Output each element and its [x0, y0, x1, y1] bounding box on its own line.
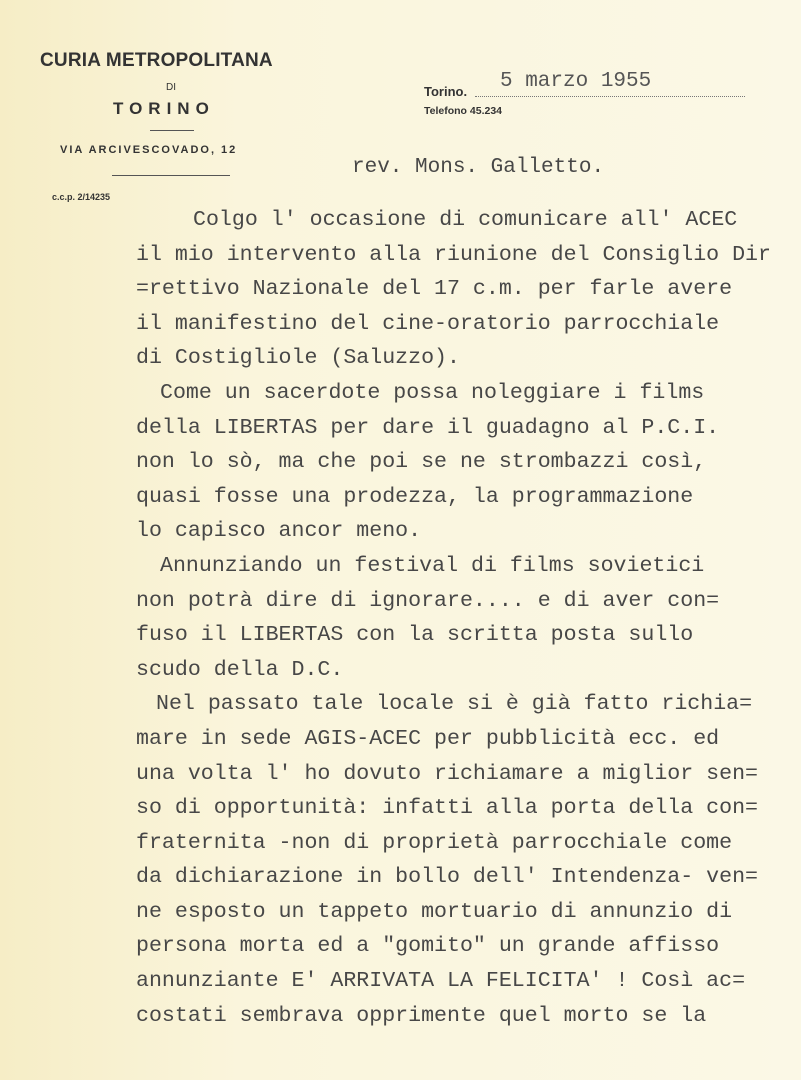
date-line — [475, 96, 745, 97]
body-line: mare in sede AGIS-ACEC per pubblicità ecc. ed — [136, 726, 720, 751]
body-line: non potrà dire di ignorare.... e di aver con= — [136, 588, 720, 613]
body-line: della LIBERTAS per dare il guadagno al P.C.I. — [136, 415, 720, 440]
letterhead-divider — [150, 130, 194, 131]
place-label: Torino. — [424, 84, 468, 99]
body-line: una volta l' ho dovuto richiamare a miglior sen= — [136, 761, 759, 786]
body-line: da dichiarazione in bollo dell' Intendenza- ven= — [136, 865, 759, 890]
addressee: rev. Mons. Galletto. — [352, 156, 605, 179]
body-line: fraternita -non di proprietà parrocchiale come — [136, 830, 733, 855]
body-line: Annunziando un festival di films sovietici — [160, 553, 705, 578]
body-line: scudo della D.C. — [136, 657, 344, 682]
letter-body — [136, 203, 771, 1033]
body-line: di Costigliole (Saluzzo). — [136, 346, 460, 371]
body-line: =rettivo Nazionale del 17 c.m. per farle avere — [136, 277, 733, 302]
body-line: il mio intervento alla riunione del Consiglio Dir — [136, 242, 771, 267]
letterhead-address: VIA ARCIVESCOVADO, 12 — [60, 144, 238, 156]
body-line: non lo sò, ma che poi se ne strombazzi così, — [136, 450, 707, 475]
letterhead-divider — [112, 175, 230, 176]
letter-date: 5 marzo 1955 — [500, 70, 652, 93]
body-line: fuso il LIBERTAS con la scritta posta sullo — [136, 623, 694, 648]
body-line: lo capisco ancor meno. — [136, 519, 422, 544]
body-line: persona morta ed a "gomito" un grande affisso — [136, 934, 720, 959]
body-line: Nel passato tale locale si è già fatto richia= — [156, 692, 753, 717]
body-line: Colgo l' occasione di comunicare all' ACEC — [193, 208, 738, 232]
body-line: quasi fosse una prodezza, la programmazione — [136, 484, 694, 509]
body-line: costati sembrava opprimente quel morto se la — [136, 1003, 707, 1028]
body-line: ne esposto un tappeto mortuario di annunzio di — [136, 899, 733, 924]
body-line: il manifestino del cine-oratorio parrocchiale — [136, 311, 720, 336]
letterhead-postal-account: c.c.p. 2/14235 — [52, 192, 111, 202]
body-line: so di opportunità: infatti alla porta della con= — [136, 796, 759, 821]
body-line: Come un sacerdote possa noleggiare i films — [160, 380, 705, 405]
letterhead-di: DI — [166, 82, 176, 93]
letterhead-organization: CURIA METROPOLITANA — [40, 50, 273, 71]
body-line: annunziante E' ARRIVATA LA FELICITA' ! Così ac= — [136, 969, 746, 994]
phone-number: Telefono 45.234 — [424, 105, 503, 117]
letterhead-city: TORINO — [113, 99, 215, 118]
